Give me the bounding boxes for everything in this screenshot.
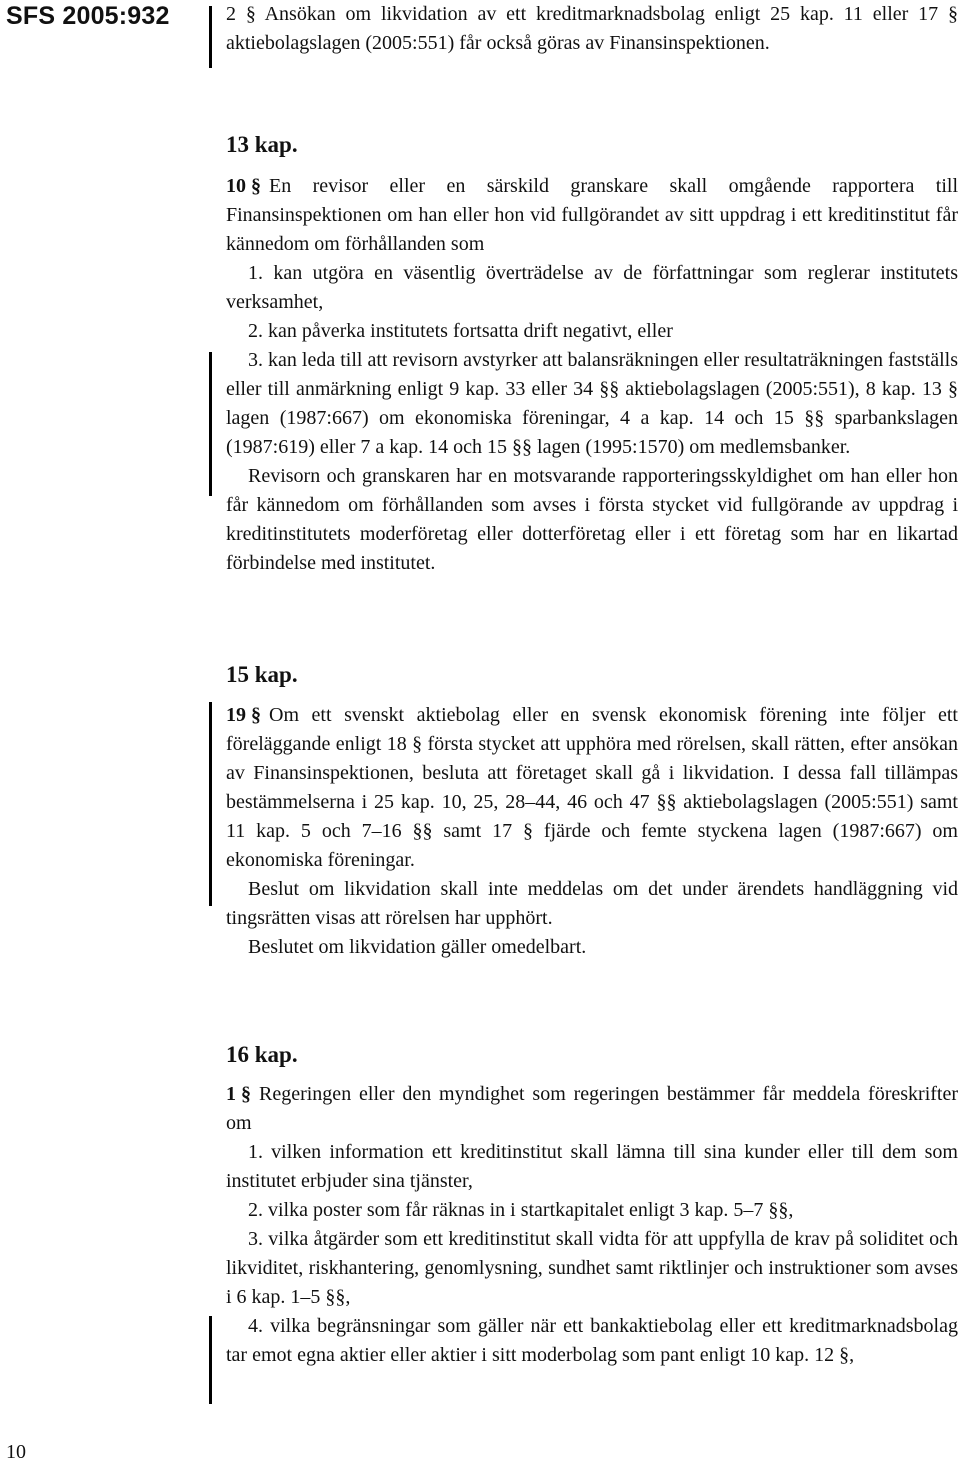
chapter-15-title: 15 kap.	[226, 662, 298, 687]
section-2-text: 2 § Ansökan om likvidation av ett kreditmarknadsbolag enligt 25 kap. 11 eller 17 § aktiebolagslagen (2005:551) får också göras av Finansinspektionen.	[226, 3, 958, 54]
chapter-16-title: 16 kap.	[226, 1042, 298, 1067]
section-19-para-3: Beslutet om likvidation gäller omedelbart.	[248, 936, 587, 958]
chapter-13-body	[226, 172, 958, 578]
change-bar-13-3	[209, 352, 212, 496]
chapter-13	[226, 130, 958, 160]
page-number: 10	[6, 1441, 26, 1463]
chapter-15-body	[226, 701, 958, 962]
section-1-item-1: 1. vilken information ett kreditinstitut skall lämna till sina kunder eller till dem som institutet erbjuder sina tjänster,	[226, 1141, 958, 1192]
change-bar-16-4	[209, 1316, 212, 1404]
chapter-13-title: 13 kap.	[226, 132, 298, 157]
section-2	[226, 0, 958, 58]
change-bar-15-19	[209, 702, 212, 906]
section-10-para-2: Revisorn och granskaren har en motsvarande rapporteringsskyldighet om han eller hon får kännedom om förhållanden som avses i första stycket vid fullgörande av uppdrag i kreditinstitutets moderföretag eller dotterföretag eller i ett företag som har en likartad förbindelse med institutet.	[226, 465, 958, 574]
section-19-number: 19 §	[226, 704, 261, 726]
section-10-intro: En revisor eller en särskild granskare skall omgående rapportera till Finansinspektionen om han eller hon vid fullgörandet av sitt uppdrag i ett kreditinstitut får kännedom om förhållanden som	[226, 175, 958, 255]
change-bar-top	[209, 6, 212, 68]
section-10-number: 10 §	[226, 175, 261, 197]
sfs-number: SFS 2005:932	[6, 2, 170, 30]
section-10-item-2: 2. kan påverka institutets fortsatta drift negativt, eller	[248, 320, 673, 342]
section-1-item-4: 4. vilka begränsningar som gäller när ett bankaktiebolag eller ett kreditmarknadsbolag tar emot egna aktier eller aktier i sitt moderbolag som pant enligt 10 kap. 12 §,	[226, 1315, 958, 1366]
chapter-16-body	[226, 1080, 958, 1370]
section-19-para-2: Beslut om likvidation skall inte meddelas om det under ärendets handläggning vid tingsrätten visas att rörelsen har upphört.	[226, 878, 958, 929]
section-10-item-3: 3. kan leda till att revisorn avstyrker att balansräkningen eller resultaträkningen fastställs eller till anmärkning enligt 9 kap. 33 eller 34 §§ aktiebolagslagen (2005:551), 8 kap. 13 § lagen (1987:667) om ekonomiska föreningar, 4 a kap. 14 och 15 §§ sparbankslagen (1987:619) eller 7 a kap. 14 och 15 §§ lagen (1995:1570) om medlemsbanker.	[226, 349, 958, 458]
section-19-para-1: Om ett svenskt aktiebolag eller en svensk ekonomisk förening inte följer ett föreläggande enligt 18 § första stycket att upphöra med rörelsen, skall rätten, efter ansökan av Finansinspektionen, besluta att företaget skall gå i likvidation. I dessa fall tillämpas bestämmelserna i 25 kap. 10, 25, 28–44, 46 och 47 §§ aktiebolagslagen (2005:551) samt 11 kap. 5 och 7–16 §§ samt 17 § fjärde och femte styckena lagen (1987:667) om ekonomiska föreningar.	[226, 704, 958, 871]
section-10-item-1: 1. kan utgöra en väsentlig överträdelse av de författningar som reglerar institutets verksamhet,	[226, 262, 958, 313]
section-1-number: 1 §	[226, 1083, 251, 1105]
section-1-item-3: 3. vilka åtgärder som ett kreditinstitut skall vidta för att uppfylla de krav på soliditet och likviditet, riskhantering, genomlysning, sundhet samt riktlinjer och instruktioner som avses i 6 kap. 1–5 §§,	[226, 1228, 958, 1308]
section-1-item-2: 2. vilka poster som får räknas in i startkapitalet enligt 3 kap. 5–7 §§,	[248, 1199, 794, 1221]
chapter-15	[226, 660, 958, 690]
section-1-intro: Regeringen eller den myndighet som regeringen bestämmer får meddela föreskrifter om	[226, 1083, 958, 1134]
chapter-16	[226, 1040, 958, 1070]
